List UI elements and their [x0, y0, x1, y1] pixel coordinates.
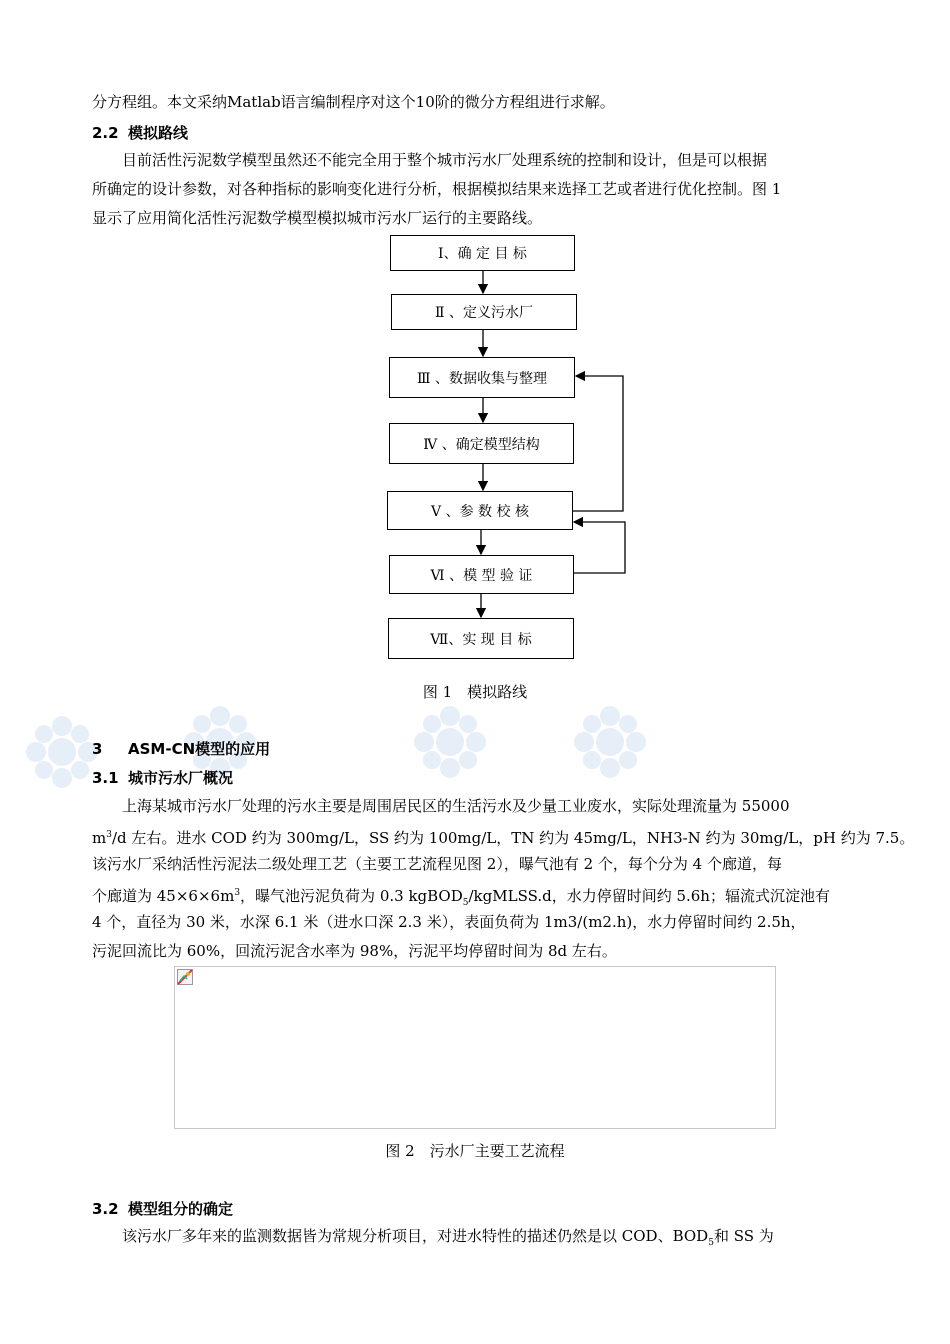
section-title: 模型组分的确定	[128, 1200, 234, 1218]
paragraph-line: 所确定的设计参数，对各种指标的影响变化进行分析，根据模拟结果来选择工艺或者进行优化控制。图 1	[92, 180, 782, 198]
watermark-flower-icon	[410, 702, 490, 782]
broken-image-icon	[177, 969, 193, 985]
flow-step-3: Ⅲ 、数据收集与整理	[389, 357, 575, 398]
section-title: 模拟路线	[128, 124, 189, 142]
paragraph-line: 该污水厂采纳活性污泥法二级处理工艺（主要工艺流程见图 2），曝气池有 2 个，每个分为 4 个廊道，每	[92, 855, 782, 873]
watermark-flower-icon	[570, 702, 650, 782]
section-title: ASM-CN模型的应用	[128, 740, 271, 758]
paragraph-line: 上海某城市污水厂处理的污水主要是周围居民区的生活污水及少量工业废水，实际处理流量为 55000	[122, 797, 790, 815]
section-title: 城市污水厂概况	[128, 769, 234, 787]
paragraph-line: 目前活性污泥数学模型虽然还不能完全用于整个城市污水厂处理系统的控制和设计，但是可以根据	[122, 151, 768, 169]
flow-step-5: Ⅴ 、参 数 校 核	[387, 491, 573, 530]
section-number: 3	[92, 740, 103, 758]
paragraph-line: 污泥回流比为 60%，回流污泥含水率为 98%，污泥平均停留时间为 8d 左右。	[92, 942, 617, 960]
figure-2-image-placeholder	[174, 966, 776, 1129]
section-heading-3	[92, 738, 270, 759]
paragraph-line: 4 个，直径为 30 米，水深 6.1 米（进水口深 2.3 米），表面负荷为 1m3/(m2.h)，水力停留时间约 2.5h，	[92, 913, 806, 931]
paragraph-line: 个廊道为 $45\times 6\times 6m^3$，曝气池污泥负荷为 0.3 kgBOD$_5$/kgMLSS.d，水力停留时间约 5.6h；辐流式沉淀池有	[92, 887, 830, 908]
feedback-loop-to-step-3	[572, 376, 623, 511]
flow-step-6: Ⅵ 、模 型 验 证	[389, 555, 574, 594]
section-number: 2.2	[92, 124, 119, 142]
flow-step-7: Ⅶ、实 现 目 标	[388, 618, 574, 659]
flow-step-1: Ⅰ、确 定 目 标	[390, 235, 575, 271]
figure-2-caption: 图 2 污水厂主要工艺流程	[385, 1142, 565, 1160]
section-number: 3.1	[92, 769, 119, 787]
section-number: 3.2	[92, 1200, 119, 1218]
paragraph-line: 该污水厂多年来的监测数据皆为常规分析项目，对进水特性的描述仍然是以 COD、$BOD_5$和 SS 为	[122, 1227, 774, 1248]
intro-line: 分方程组。本文采纳Matlab语言编制程序对这个10阶的微分方程组进行求解。	[92, 93, 615, 111]
section-heading-3-1	[92, 767, 233, 788]
flow-step-4: Ⅳ 、确定模型结构	[389, 423, 574, 464]
paragraph-line: $m^3/d$ 左右。进水 COD 约为 300mg/L，SS 约为 100mg/L，TN 约为 45mg/L，NH3-N 约为 30mg/L，pH 约为 7.5。	[92, 829, 915, 847]
watermark-flower-icon	[22, 712, 102, 792]
feedback-loop-to-step-5	[573, 522, 625, 573]
section-heading-3-2	[92, 1198, 233, 1219]
figure-1-caption: 图 1 模拟路线	[422, 683, 528, 701]
flow-step-2: Ⅱ 、定义污水厂	[391, 294, 577, 330]
paragraph-line: 显示了应用简化活性污泥数学模型模拟城市污水厂运行的主要路线。	[92, 209, 543, 227]
